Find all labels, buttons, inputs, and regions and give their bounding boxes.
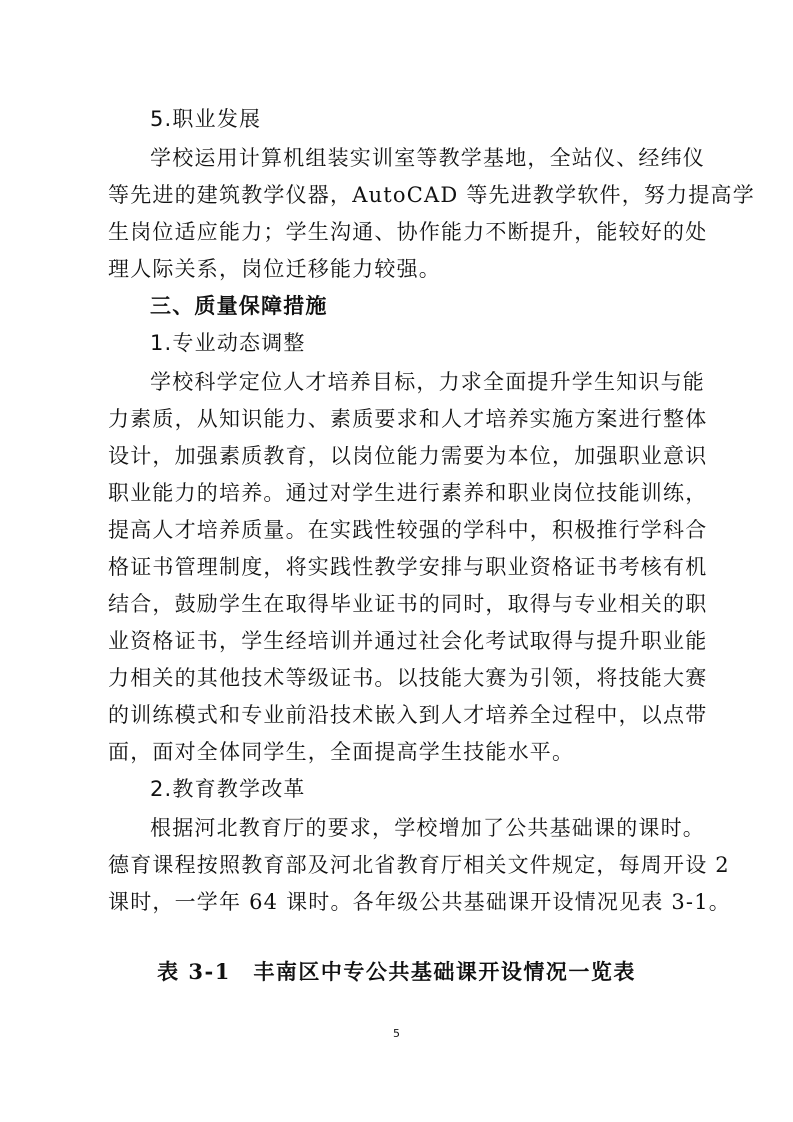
paragraph-line: 职业能力的培养。通过对学生进行素养和职业岗位技能训练， — [108, 481, 708, 505]
paragraph-line: 理人际关系，岗位迁移能力较强。 — [108, 257, 441, 281]
section-heading-career: 5.职业发展 — [150, 107, 262, 131]
paragraph-line: 业资格证书，学生经培训并通过社会化考试取得与提升职业能 — [108, 629, 708, 653]
section-heading-reform: 2.教育教学改革 — [150, 777, 306, 801]
paragraph-line: 力素质，从知识能力、素质要求和人才培养实施方案进行整体 — [108, 407, 708, 431]
paragraph-line: 面，面对全体同学生，全面提高学生技能水平。 — [108, 740, 575, 764]
paragraph-line: 等先进的建筑教学仪器，AutoCAD 等先进教学软件，努力提高学 — [108, 183, 755, 207]
paragraph-line: 设计，加强素质教育，以岗位能力需要为本位，加强职业意识 — [108, 444, 708, 468]
paragraph-line: 格证书管理制度，将实践性教学安排与职业资格证书考核有机 — [108, 555, 708, 579]
paragraph-line: 根据河北教育厅的要求，学校增加了公共基础课的课时。 — [150, 816, 705, 840]
part-heading-quality: 三、质量保障措施 — [150, 293, 328, 318]
table-caption: 表 3-1 丰南区中专公共基础课开设情况一览表 — [157, 959, 636, 984]
paragraph-line: 学校科学定位人才培养目标，力求全面提升学生知识与能 — [150, 370, 705, 394]
paragraph-line: 德育课程按照教育部及河北省教育厅相关文件规定，每周开设 2 — [108, 853, 730, 877]
paragraph-line: 力相关的其他技术等级证书。以技能大赛为引领，将技能大赛 — [108, 666, 708, 690]
paragraph-line: 生岗位适应能力；学生沟通、协作能力不断提升，能较好的处 — [108, 220, 708, 244]
paragraph-line: 结合，鼓励学生在取得毕业证书的同时，取得与专业相关的职 — [108, 592, 708, 616]
paragraph-line: 学校运用计算机组装实训室等教学基地，全站仪、经纬仪 — [150, 146, 705, 170]
paragraph-line: 课时，一学年 64 课时。各年级公共基础课开设情况见表 3-1。 — [108, 890, 731, 914]
page-number: 5 — [393, 1027, 400, 1040]
paragraph-line: 的训练模式和专业前沿技术嵌入到人才培养全过程中，以点带 — [108, 703, 708, 727]
paragraph-line: 提高人才培养质量。在实践性较强的学科中，积极推行学科合 — [108, 518, 708, 542]
section-heading-adjustment: 1.专业动态调整 — [150, 331, 306, 355]
